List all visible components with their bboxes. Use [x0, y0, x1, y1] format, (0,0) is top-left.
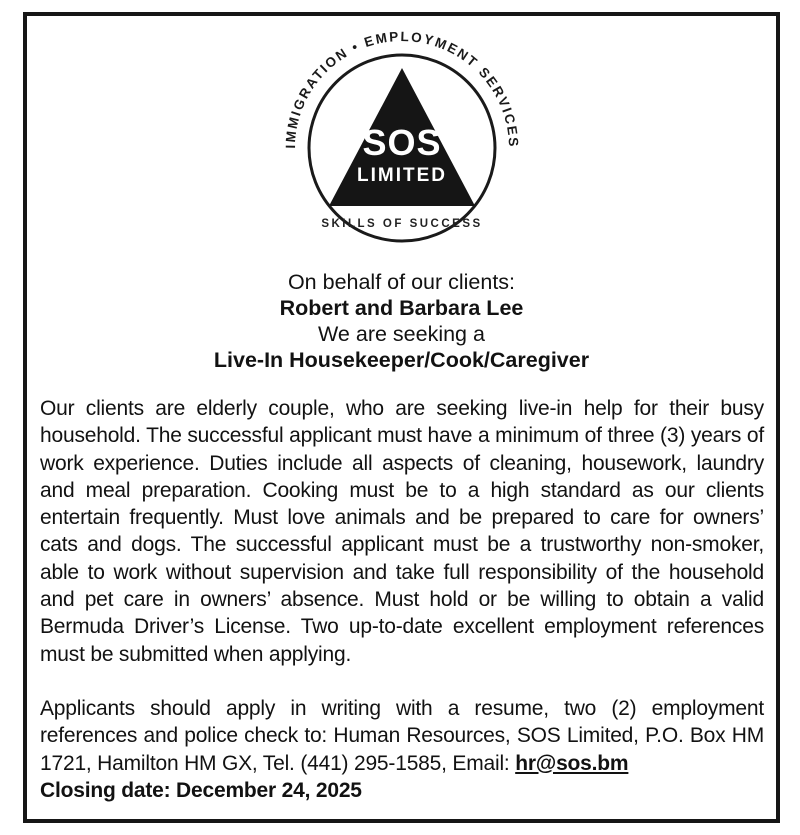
clients-names: Robert and Barbara Lee: [279, 296, 524, 320]
position-title: Live-In Housekeeper/Cook/Caregiver: [213, 348, 590, 372]
email-link[interactable]: hr@sos.bm: [515, 751, 629, 775]
intro-block: [27, 269, 776, 373]
logo-limited-text: LIMITED: [356, 165, 447, 186]
sos-logo: [277, 24, 527, 269]
sos-logo-graphic: [277, 24, 527, 269]
intro-line-seeking: We are seeking a: [318, 322, 485, 346]
logo-arc-top-text: IMMIGRATION • EMPLOYMENT SERVICES: [282, 28, 521, 149]
application-paragraph: [40, 695, 764, 804]
logo-tagline: SKILLS OF SUCCESS: [320, 218, 483, 230]
closing-date: Closing date: December 24, 2025: [40, 778, 362, 802]
job-description-paragraph: Our clients are elderly couple, who are seeking live-in help for their busy household. The successful applicant must have a minimum of three (3) years of work experience. Duties include all aspects of cleaning, housework, laundry and meal preparation. Cooking must be to a high standard as our clients entertain frequently. Must love animals and be prepared to care for owners’ cats and dogs. The successful applicant must be a trustworthy non-smoker, able to work without supervision and take full responsibility of the household and pet care in owners’ absence. Must hold or be willing to obtain a valid Bermuda Driver’s License. Two up-to-date excellent employment references must be submitted when applying.: [40, 397, 764, 666]
intro-line-on-behalf: On behalf of our clients:: [287, 270, 516, 294]
ad-container: [23, 12, 780, 823]
application-instructions-text: Applicants should apply in writing with a resume, two (2) employment references and police check to: Human Resources, SOS Limited, P.O. Box HM 1721, Hamilton HM GX, Tel. (441) 295-1585, Email:: [40, 696, 764, 775]
logo-sos-text: SOS: [361, 122, 442, 163]
